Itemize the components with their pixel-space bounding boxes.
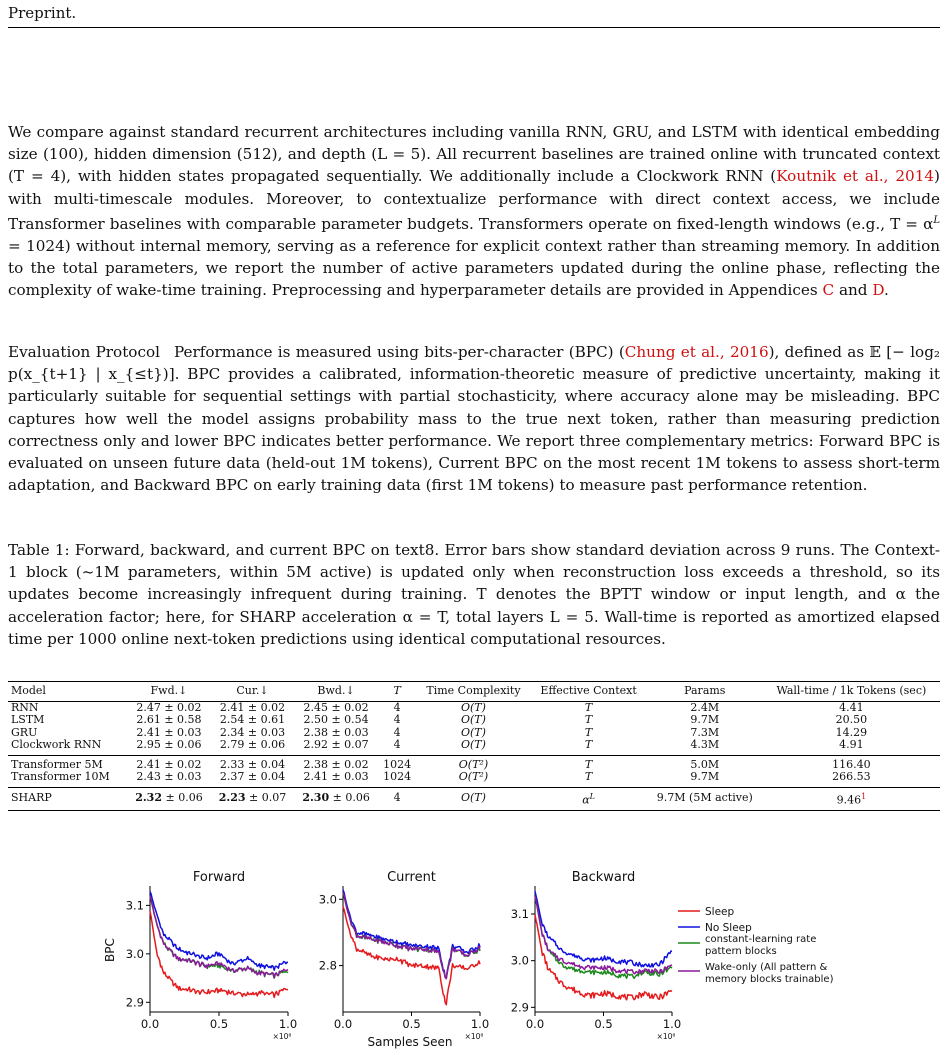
x-tick-label: 0.5 xyxy=(594,1017,613,1031)
th-model: Model xyxy=(11,684,46,697)
y-tick-label: 3.1 xyxy=(510,907,529,921)
x-tick-label: 0.0 xyxy=(525,1017,545,1031)
table-cell: 2.54 ± 0.61 xyxy=(219,713,286,726)
cell-walltime-value: 9.46 xyxy=(836,793,862,807)
table-row xyxy=(8,755,940,771)
appendix-d-link[interactable]: D xyxy=(872,281,884,300)
bpc-figure-svg xyxy=(0,860,949,1050)
th-params: Params xyxy=(684,684,726,697)
table-cell: 2.41 ± 0.03 xyxy=(303,770,369,783)
table-cell: O(T) xyxy=(460,725,486,739)
appendix-c-link[interactable]: C xyxy=(822,281,835,300)
table-cell: 2.38 ± 0.03 xyxy=(303,725,369,739)
y-tick-label: 3.0 xyxy=(510,953,529,968)
table-cell: LSTM xyxy=(11,713,45,726)
section-heading-evaluation: Evaluation Protocol xyxy=(8,343,160,361)
paragraph-baselines xyxy=(8,121,940,302)
bpc-figure xyxy=(0,860,949,1050)
p2-text-b: ), defined as 𝔼 [− log₂ p(x_{t+1} | x_{≤t})]. BPC provides a calibrated, information-theoretic measure of predictive uncertainty, making it particularly suitable for sequential settings with partial stochasticity, where accuracy alone may be misleading. BPC captures how well the model assigns probability mass to the true next token, rather than measuring prediction correctness only and lower BPC indicates better performance. We report three complementary metrics: Forward BPC is evaluated on unseen future data (held-out 1M tokens), Current BPC on the most recent 1M tokens to assess short-term adaptation, and Backward BPC on early training data (first 1M tokens) to measure past performance retention. xyxy=(8,343,940,495)
table-cell: O(T²) xyxy=(458,757,489,771)
p1-and: and xyxy=(834,281,873,300)
table-cell: 2.92 ± 0.07 xyxy=(303,738,369,751)
cell-context xyxy=(530,787,646,810)
table-cell: 2.38 ± 0.02 xyxy=(303,757,369,771)
x-axis-label: Samples Seen xyxy=(367,1035,453,1049)
table-cell: Clockwork RNN xyxy=(11,738,102,751)
table-cell: 266.53 xyxy=(832,770,871,783)
table-cell: O(T) xyxy=(460,700,486,714)
cell-cur-best: 2.23 xyxy=(218,791,246,805)
table-cell: 4 xyxy=(393,725,401,739)
panel-title: Forward xyxy=(192,870,246,885)
table-cell: O(T²) xyxy=(458,770,489,783)
table-cell: 4 xyxy=(393,713,401,726)
cell-cur xyxy=(211,787,295,810)
x-tick-label: 1.0 xyxy=(470,1017,490,1031)
y-tick-label: 2.9 xyxy=(125,995,144,1010)
citation-chung[interactable]: Chung et al., 2016 xyxy=(624,343,769,361)
p1-text-b: ) with multi-timescale modules. Moreover, to contextualize performance with direct context access, we include Transformer baselines with comparable parameter budgets. Transformers operate on fixed-length windows (e.g., T = α xyxy=(8,167,940,233)
table-caption: Table 1: Forward, backward, and current BPC on text8. Error bars show standard deviation across 9 runs. The Context-1 block (~1M parameters, within 5M active) is updated only when reconstruction loss exceeds a threshold, so its updates become increasingly infrequent during training. T denotes the BPTT window or input length, and α the acceleration factor; here, for SHARP acceleration α = T, total layers L = 5. Wall-time is reported as amortized elapsed time per 1000 online next-token predictions using identical computational resources. xyxy=(8,541,940,648)
p1-sup: L xyxy=(933,214,940,226)
series-line xyxy=(535,896,672,974)
y-tick-label: 2.8 xyxy=(318,958,337,973)
th-complexity: Time Complexity xyxy=(426,684,521,697)
p1-end: . xyxy=(884,281,889,300)
table-cell: 2.79 ± 0.06 xyxy=(219,738,286,751)
table-cell: 20.50 xyxy=(835,713,868,726)
table-cell: RNN xyxy=(11,700,39,714)
table-header-row xyxy=(8,682,940,702)
table-cell: T xyxy=(584,757,593,771)
table-cell: 2.4M xyxy=(690,700,720,714)
y-tick-label: 3.0 xyxy=(318,892,337,907)
table-row xyxy=(8,739,940,755)
table-cell: T xyxy=(584,738,593,751)
table-cell: GRU xyxy=(11,725,38,739)
table-cell: 2.95 ± 0.06 xyxy=(136,738,202,751)
table-cell: 4.91 xyxy=(839,738,864,751)
table-cell: 116.40 xyxy=(832,757,871,771)
results-table xyxy=(8,681,940,811)
cell-fwd-err: ± 0.06 xyxy=(161,791,203,805)
table-cell: 2.41 ± 0.02 xyxy=(219,700,286,714)
x-scale-note: ×10⁸ xyxy=(272,1032,292,1041)
table-cell: 2.37 ± 0.04 xyxy=(219,770,286,783)
table-cell: T xyxy=(584,770,593,783)
x-tick-label: 1.0 xyxy=(662,1017,682,1031)
cell-t: 4 xyxy=(393,791,401,805)
table-cell: 2.43 ± 0.03 xyxy=(136,770,202,783)
table-cell: 2.50 ± 0.54 xyxy=(303,713,369,726)
table-cell: 1024 xyxy=(383,770,412,783)
table-cell: 2.45 ± 0.02 xyxy=(303,700,369,714)
y-axis-label: BPC xyxy=(103,938,117,962)
cell-walltime xyxy=(763,787,940,810)
table-cell: T xyxy=(584,725,593,739)
table-cell: 2.41 ± 0.02 xyxy=(136,757,202,771)
table-cell: Transformer 10M xyxy=(11,770,110,783)
table-cell: 2.33 ± 0.04 xyxy=(219,757,286,771)
table-cell: 2.61 ± 0.58 xyxy=(136,713,202,726)
legend-label: memory blocks trainable) xyxy=(705,974,834,985)
table-cell: 2.41 ± 0.03 xyxy=(136,725,202,739)
table-cell: 4 xyxy=(393,700,401,714)
x-tick-label: 0.5 xyxy=(209,1017,229,1031)
footnote-link[interactable]: 1 xyxy=(861,791,867,801)
th-context: Effective Context xyxy=(540,684,637,697)
cell-params: 9.7M (5M active) xyxy=(656,791,753,805)
x-tick-label: 1.0 xyxy=(278,1017,298,1031)
series-line xyxy=(343,907,480,1005)
legend-label: constant-learning rate xyxy=(705,934,817,945)
legend-label: No Sleep xyxy=(705,922,752,934)
th-walltime: Wall-time / 1k Tokens (sec) xyxy=(776,684,927,697)
cell-fwd-best: 2.32 xyxy=(135,791,162,805)
panel-title: Backward xyxy=(571,870,636,885)
y-tick-label: 3.1 xyxy=(125,898,144,913)
cell-model: SHARP xyxy=(11,791,52,805)
table-cell: T xyxy=(584,713,593,726)
citation-koutnik[interactable]: Koutnik et al., 2014 xyxy=(776,167,935,186)
th-t: T xyxy=(393,684,401,697)
table-row xyxy=(8,714,940,727)
cell-fwd xyxy=(127,787,211,810)
panel-title: Current xyxy=(387,870,436,885)
table-cell: 5.0M xyxy=(690,757,720,771)
table-cell: 4.41 xyxy=(839,700,864,714)
p1-text-a: We compare against standard recurrent architectures including vanilla RNN, GRU, and LSTM with identical embedding size (100), hidden dimension (512), and depth (L = 5). All recurrent baselines are trained online with truncated context (T = 4), with hidden states propagated sequentially. We additionally include a Clockwork RNN ( xyxy=(8,123,940,186)
table-cell: 14.29 xyxy=(835,725,868,739)
cell-bwd-err: ± 0.06 xyxy=(329,791,370,805)
table-cell: 4 xyxy=(393,738,401,751)
y-tick-label: 3.0 xyxy=(125,946,144,961)
table-cell: 4.3M xyxy=(690,738,720,751)
table-cell: 2.47 ± 0.02 xyxy=(136,700,202,714)
series-line xyxy=(150,891,288,970)
header-rule xyxy=(8,27,940,28)
table-cell: O(T) xyxy=(460,738,486,751)
cell-cur-err: ± 0.07 xyxy=(245,791,287,805)
table-cell: O(T) xyxy=(460,713,486,726)
p2-text-a: Performance is measured using bits-per-character (BPC) ( xyxy=(173,343,625,361)
cell-context-base: α xyxy=(582,793,590,807)
th-bwd: Bwd.↓ xyxy=(317,684,355,697)
th-fwd: Fwd.↓ xyxy=(150,684,188,697)
table-cell: 9.7M xyxy=(690,713,720,726)
p1-text-c: = 1024) without internal memory, serving as a reference for explicit context rather than streaming memory. In addition to the total parameters, we report the number of active parameters updated during the online phase, reflecting the complexity of wake-time training. Preprocessing and hyperparameter details are provided in Appendices xyxy=(8,237,940,300)
table-cell: 7.3M xyxy=(690,725,720,739)
x-scale-note: ×10⁸ xyxy=(464,1032,484,1041)
paragraph-evaluation xyxy=(8,341,940,496)
table-cell: 1024 xyxy=(383,757,412,771)
table-row-sharp xyxy=(8,787,940,810)
legend-label: Sleep xyxy=(705,906,735,918)
table-cell: 2.34 ± 0.03 xyxy=(219,725,286,739)
table-row xyxy=(8,771,940,787)
x-tick-label: 0.0 xyxy=(333,1017,353,1031)
x-tick-label: 0.5 xyxy=(402,1017,421,1031)
legend-label: Wake-only (All pattern & xyxy=(705,962,828,973)
table-cell: Transformer 5M xyxy=(11,757,103,771)
x-scale-note: ×10⁸ xyxy=(656,1032,676,1041)
x-tick-label: 0.0 xyxy=(140,1017,160,1031)
cell-context-sup: L xyxy=(589,791,595,801)
y-tick-label: 2.9 xyxy=(510,1000,529,1015)
cell-bwd xyxy=(294,787,378,810)
table-cell: T xyxy=(584,700,593,714)
cell-bwd-best: 2.30 xyxy=(302,791,330,805)
th-cur: Cur.↓ xyxy=(236,684,269,697)
legend-label: pattern blocks xyxy=(705,946,777,957)
table-cell: 9.7M xyxy=(690,770,720,783)
page-header: Preprint. xyxy=(8,4,77,22)
cell-complexity: O(T) xyxy=(460,791,486,805)
